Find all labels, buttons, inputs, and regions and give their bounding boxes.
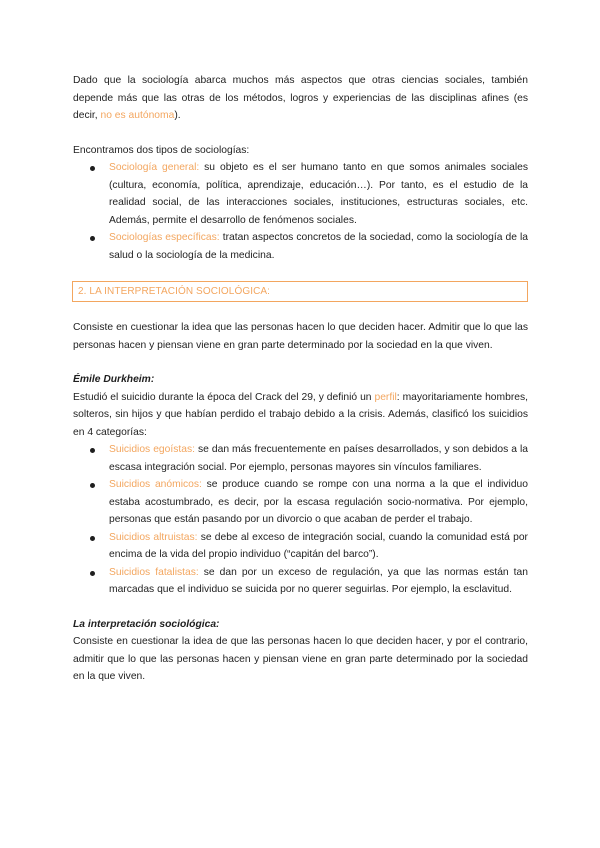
intro-highlight: no es autónoma: [100, 110, 175, 121]
durkheim-text-after: : mayoritariamente hombres, solteros, sin hijos y que habían perdido el trabajo debido a la crisis. Además, clasificó los suicidios en 4 categorías:: [73, 391, 528, 438]
intro-text-before: Dado que la sociología abarca muchos más aspectos que otras ciencias sociales, también depende más que las otras de los métodos, logros y experiencias de las disciplinas afines (es decir,: [73, 75, 528, 121]
section-heading: 2. LA INTERPRETACIÓN SOCIOLÓGICA:: [72, 281, 528, 302]
list-item: [73, 564, 528, 599]
document-page: [73, 72, 528, 686]
list-item-text: se debe al exceso de integración social, cuando la comunidad está por encima de la vida del propio individuo (“capitán del barco”).: [109, 531, 528, 560]
types-list: [73, 159, 528, 264]
list-item-term: Suicidios egoístas:: [109, 444, 195, 455]
list-item: [73, 476, 528, 529]
list-item-term: Suicidios fatalistas:: [109, 566, 199, 578]
intro-text-after: ).: [174, 110, 181, 121]
types-lead: Encontramos dos tipos de sociologías:: [73, 144, 250, 156]
bullet-icon: [90, 483, 95, 488]
durkheim-text-before: Estudió el suicidio durante la época del Crack del 29, y definió un: [73, 391, 375, 403]
list-item-text: se dan por un exceso de regulación, ya que las normas están tan marcadas que el individuo se suicida por no querer seguirlas. Por ejemplo, la esclavitud.: [109, 566, 528, 595]
durkheim-title: Émile Durkheim:: [73, 374, 155, 385]
list-item-term: Suicidios anómicos:: [109, 479, 202, 490]
section-intro: Consiste en cuestionar la idea que las personas hacen lo que deciden hacer. Admitir que lo que las personas hacen y piensan viene en gran parte determinado por la sociedad en la que viven.: [73, 322, 528, 351]
list-item-term: Suicidios altruistas:: [109, 531, 198, 543]
list-item: [73, 229, 528, 264]
durkheim-highlight: perfil: [374, 391, 397, 403]
list-item: [73, 529, 528, 564]
interpretation-paragraph: Consiste en cuestionar la idea de que las personas hacen lo que deciden hacer, y por el contrario, admitir que lo que las personas hacen y piensan viene en gran parte determinado por la sociedad en la que viven.: [73, 636, 528, 682]
list-item-term: Sociologías específicas:: [109, 232, 220, 243]
suicide-types-list: [73, 441, 528, 599]
list-item-text: tratan aspectos concretos de la sociedad, como la sociología de la salud o la sociología de la medicina.: [109, 232, 529, 261]
bullet-icon: [90, 448, 95, 453]
bullet-icon: [90, 536, 95, 541]
interpretation-title: La interpretación sociológica:: [73, 618, 220, 630]
list-item: [73, 441, 528, 476]
bullet-icon: [90, 166, 95, 171]
durkheim-paragraph: [73, 389, 528, 442]
list-item-text: se produce cuando se rompe con una norma a la que el individuo estaba acostumbrado, es decir, por la escasa regulación socio-normativa. Por ejemplo, personas que están pasando por un divorcio o que acaban de perder el trabajo.: [109, 479, 529, 525]
list-item: [73, 159, 528, 229]
list-item-text: su objeto es el ser humano tanto en que somos animales sociales (cultura, economía, política, aprendizaje, educación…). Por tanto, es el estudio de la realidad social, de las interacciones sociales, instituciones, estructuras sociales, etc. Además, permite el desarrollo de fenómenos sociales.: [109, 162, 528, 226]
bullet-icon: [90, 571, 95, 576]
list-item-term: Sociología general:: [109, 162, 200, 173]
bullet-icon: [90, 236, 95, 241]
intro-paragraph: [73, 72, 528, 125]
list-item-text: se dan más frecuentemente en países desarrollados, y son debidos a la escasa integración social. Por ejemplo, personas mayores sin vínculos familiares.: [109, 444, 529, 473]
